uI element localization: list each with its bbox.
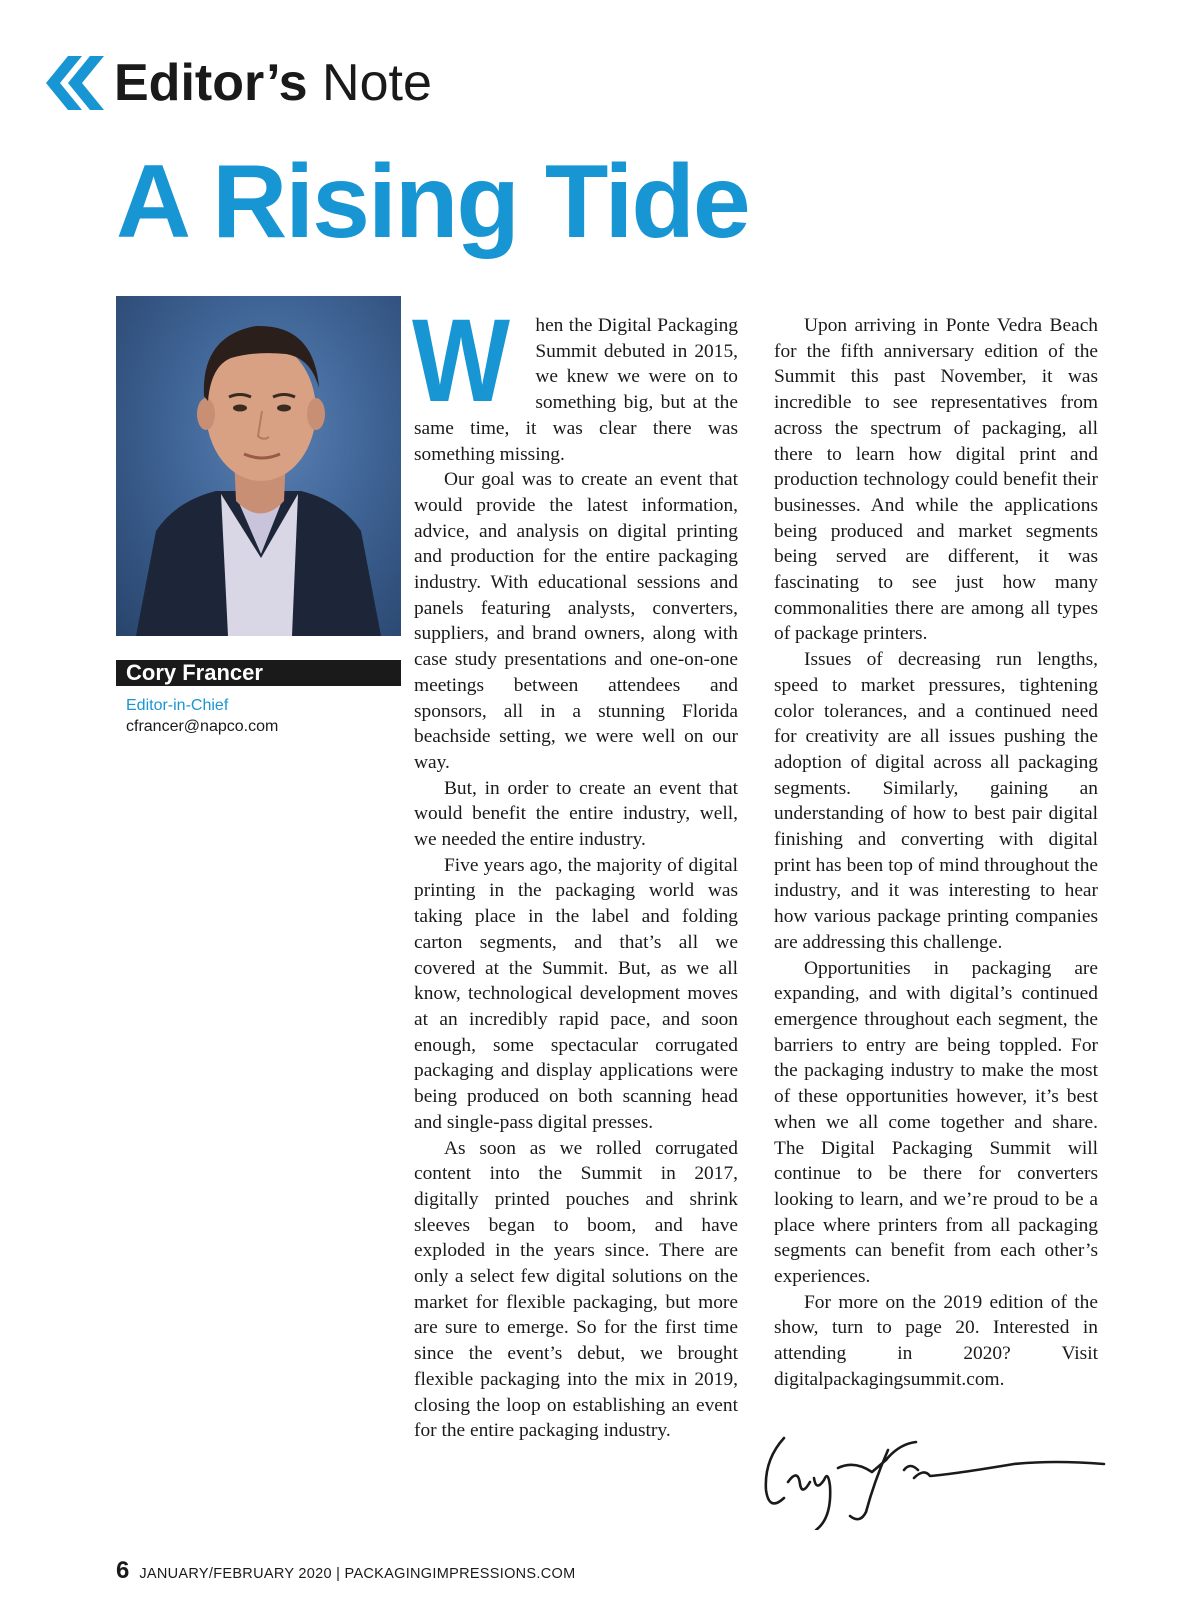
paragraph: Five years ago, the majority of digital printing in the packaging world was taking place in the label and folding carton segments, and that’s all we covered at the Summit. But, as we all know, technological development moves at an incredibly rapid pace, and soon enough, some spectacular corrugated packaging and display applications were being produced on both scanning head and single-pass digital presses. xyxy=(414,854,738,1133)
author-signature xyxy=(754,1420,1114,1530)
paragraph: Upon arriving in Ponte Vedra Beach for the fifth anniversary edition of the Summit this past November, it was incredible to see representatives from across the spectrum of packaging, all there to learn how digital print and production technology could benefit their businesses. And while the applications being produced and market segments being served are different, it was fascinating to see just how many commonalities there are among all types of package printers. xyxy=(774,315,1098,645)
paragraph: Opportunities in packaging are expanding, and with digital’s continued emergence throughout each segment, the barriers to entry are being toppled. For the packaging industry to make the most of these opportunities however, it’s best when we all come together and share. The Digital Packaging Summit will continue to be there for converters looking to learn, and we’re proud to be a place where printers from all packaging segments can benefit from each other’s experiences. xyxy=(774,957,1098,1288)
section-title xyxy=(114,54,432,112)
page-footer xyxy=(116,1557,575,1585)
paragraph xyxy=(412,295,738,467)
author-email: cfrancer@napco.com xyxy=(126,718,279,735)
author-name: Cory Francer xyxy=(126,660,263,685)
double-chevron-left-icon xyxy=(46,56,108,110)
section-header xyxy=(46,48,432,118)
paragraph-text: hen the Digital Packaging Summit debuted in 2015, we knew we were on to something big, but at the same time, it was clear there was something missing. xyxy=(414,315,738,465)
drop-cap: W xyxy=(412,295,511,427)
author-name-bar xyxy=(116,660,401,686)
page-number: 6 xyxy=(116,1557,130,1584)
author-role: Editor-in-Chief xyxy=(126,697,229,714)
paragraph: For more on the 2019 edition of the show, turn to page 20. Interested in attending in 2020? Visit digitalpackagingsummit.com. xyxy=(774,1291,1098,1390)
paragraph: Issues of decreasing run lengths, speed to market pressures, tightening color tolerances, and a continued need for creativity are all issues pushing the adoption of digital across all packaging segments. Similarly, gaining an understanding of how to best pair digital finishing and converting with digital print has been top of mind throughout the industry, and it was interesting to hear how various package printing companies are addressing this challenge. xyxy=(774,649,1098,953)
paragraph: Our goal was to create an event that would provide the latest information, advice, and analysis on digital printing and production for the entire packaging industry. With educational sessions and panels featuring analysts, converters, suppliers, and brand owners, along with case study presentations and one-on-one meetings between attendees and sponsors, all in a stunning Florida beachside setting, we were well on our way. xyxy=(414,469,738,773)
section-title-light: Note xyxy=(307,54,432,112)
section-title-bold: Editor’s xyxy=(114,54,308,112)
paragraph: But, in order to create an event that would benefit the entire industry, well, we needed the entire industry. xyxy=(414,777,738,851)
article-title: A Rising Tide xyxy=(116,144,749,260)
author-photo xyxy=(116,296,401,636)
article-column-2 xyxy=(774,313,1098,1393)
paragraph: As soon as we rolled corrugated content into the Summit in 2017, digitally printed pouches and shrink sleeves began to boom, and have exploded in the years since. There are only a select few digital solutions on the market for flexible packaging, but more are sure to emerge. So for the first time since the event’s debut, we brought flexible packaging into the mix in 2019, closing the loop on establishing an event for the entire packaging industry. xyxy=(414,1137,738,1442)
footer-text: JANUARY/FEBRUARY 2020 | PACKAGINGIMPRESSIONS.COM xyxy=(139,1566,576,1582)
article-column-1 xyxy=(412,295,738,1444)
